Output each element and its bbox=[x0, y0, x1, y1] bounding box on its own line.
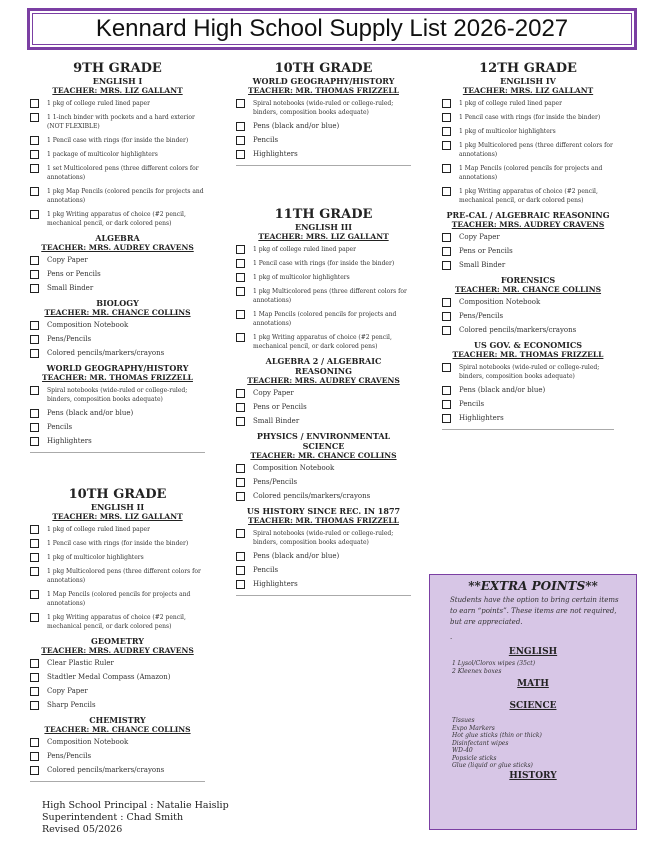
supply-item[interactable] bbox=[30, 187, 205, 205]
checkbox[interactable] bbox=[236, 287, 245, 296]
supply-item[interactable] bbox=[30, 673, 205, 682]
footer-revised: Revised 05/2026 bbox=[42, 824, 123, 835]
checkbox[interactable] bbox=[30, 613, 39, 622]
checkbox[interactable] bbox=[442, 363, 451, 372]
supply-item[interactable] bbox=[236, 478, 411, 487]
checkbox[interactable] bbox=[442, 127, 451, 136]
grade-heading: 9TH GRADE bbox=[73, 61, 162, 76]
supply-item-label: 1 Pencil case with rings (for inside the binder) bbox=[47, 540, 189, 547]
supply-item-label: Spiral notebooks (wide-ruled or college-ruled; binders, composition books adequate) bbox=[459, 364, 600, 380]
checkbox[interactable] bbox=[442, 247, 451, 256]
teacher-name: TEACHER: MR. THOMAS FRIZZELL bbox=[42, 373, 193, 382]
supply-item[interactable] bbox=[236, 136, 411, 145]
supply-item[interactable] bbox=[30, 99, 205, 108]
supply-item[interactable] bbox=[30, 687, 205, 696]
course-title: PRE-CAL / ALGEBRAIC REASONING bbox=[446, 210, 610, 220]
supply-item[interactable] bbox=[30, 335, 205, 344]
course-section bbox=[30, 76, 205, 228]
supply-item-label: 1 package of multicolor highlighters bbox=[47, 151, 158, 158]
course-section bbox=[236, 431, 411, 501]
teacher-name: TEACHER: MR. THOMAS FRIZZELL bbox=[452, 350, 604, 359]
supply-item[interactable] bbox=[236, 403, 411, 412]
supply-item-label: Highlighters bbox=[459, 414, 504, 422]
checkbox[interactable] bbox=[30, 386, 39, 395]
supply-item-label: Pens (black and/or blue) bbox=[253, 122, 340, 130]
supply-item-label: Composition Notebook bbox=[47, 738, 129, 746]
supply-item-label: Colored pencils/markers/crayons bbox=[47, 349, 165, 357]
extra-points-box bbox=[429, 574, 637, 830]
supply-item[interactable] bbox=[30, 659, 205, 668]
checkbox[interactable] bbox=[236, 333, 245, 342]
supply-item-label: 1 Map Pencils (colored pencils for projects and annotations) bbox=[47, 591, 191, 607]
extra-points-dot: . bbox=[450, 633, 453, 641]
supply-item-label: Clear Plastic Ruler bbox=[47, 659, 114, 667]
course-title: BIOLOGY bbox=[96, 298, 139, 308]
checkbox[interactable] bbox=[30, 136, 39, 145]
extra-english-item: 2 Kleenex boxes bbox=[452, 667, 502, 675]
supply-item-label: 1 pkg of college ruled lined paper bbox=[47, 526, 150, 533]
checkbox[interactable] bbox=[30, 766, 39, 775]
supply-item-label: Pens/Pencils bbox=[253, 478, 298, 486]
checkbox[interactable] bbox=[30, 659, 39, 668]
supply-item[interactable] bbox=[30, 256, 205, 265]
supply-item[interactable] bbox=[236, 417, 411, 426]
supply-item-label: 1 pkg Writing apparatus of choice (#2 pencil, mechanical pencil, or dark colored pens) bbox=[253, 334, 392, 350]
column-9th-grade bbox=[30, 62, 205, 459]
supply-item[interactable] bbox=[30, 136, 205, 145]
checkbox[interactable] bbox=[30, 567, 39, 576]
checkbox[interactable] bbox=[236, 310, 245, 319]
supply-item-label: 1 pkg of college ruled lined paper bbox=[253, 246, 356, 253]
supply-item-label: 1 pkg Writing apparatus of choice (#2 pencil, mechanical pencil, or dark colored pens) bbox=[459, 188, 598, 204]
supply-item-label: Small Binder bbox=[253, 417, 300, 425]
supply-item-label: 1 pkg of multicolor highlighters bbox=[253, 274, 350, 281]
teacher-name: TEACHER: MR. CHANCE COLLINS bbox=[454, 285, 602, 294]
supply-item-label: Copy Paper bbox=[47, 687, 88, 695]
teacher-name: TEACHER: MRS. AUDREY CRAVENS bbox=[41, 243, 194, 252]
checkbox[interactable] bbox=[30, 590, 39, 599]
checkbox[interactable] bbox=[30, 349, 39, 358]
supply-item[interactable] bbox=[236, 122, 411, 131]
supply-item-label: Pencils bbox=[253, 566, 279, 574]
supply-item[interactable] bbox=[30, 284, 205, 293]
checkbox[interactable] bbox=[30, 738, 39, 747]
checkbox[interactable] bbox=[236, 389, 245, 398]
supply-item-label: 1 pkg of multicolor highlighters bbox=[459, 128, 556, 135]
divider bbox=[236, 165, 411, 166]
supply-item[interactable] bbox=[442, 247, 614, 256]
extra-science-item: Disinfectant wipes bbox=[452, 739, 509, 747]
course-section bbox=[30, 502, 205, 631]
checkbox[interactable] bbox=[236, 464, 245, 473]
supply-item[interactable] bbox=[236, 552, 411, 561]
supply-item[interactable] bbox=[236, 566, 411, 575]
grade-heading: 12TH GRADE bbox=[479, 61, 577, 76]
checkbox[interactable] bbox=[236, 552, 245, 561]
column-10th-grade-left bbox=[30, 488, 205, 788]
supply-item[interactable] bbox=[30, 423, 205, 432]
supply-item-label: Colored pencils/markers/crayons bbox=[253, 492, 371, 500]
supply-item[interactable] bbox=[30, 164, 205, 182]
supply-item-label: 1 Map Pencils (colored pencils for projects and annotations) bbox=[459, 165, 603, 181]
teacher-name: TEACHER: MR. THOMAS FRIZZELL bbox=[248, 86, 399, 95]
supply-item[interactable] bbox=[442, 298, 614, 307]
supply-item[interactable] bbox=[442, 141, 614, 159]
course-section bbox=[442, 340, 614, 423]
checkbox[interactable] bbox=[236, 566, 245, 575]
checkbox[interactable] bbox=[30, 539, 39, 548]
supply-item[interactable] bbox=[30, 553, 205, 562]
course-section bbox=[236, 506, 411, 589]
course-section bbox=[442, 210, 614, 270]
supply-item[interactable] bbox=[30, 701, 205, 710]
supply-item-label: Pens (black and/or blue) bbox=[459, 386, 546, 394]
divider bbox=[442, 429, 614, 430]
supply-item[interactable] bbox=[236, 273, 411, 282]
footer-superintendent: Superintendent : Chad Smith bbox=[42, 812, 184, 823]
checkbox[interactable] bbox=[236, 529, 245, 538]
supply-item-label: Pens or Pencils bbox=[459, 247, 513, 255]
supply-item[interactable] bbox=[236, 150, 411, 159]
supply-item-label: Highlighters bbox=[253, 150, 298, 158]
divider bbox=[236, 595, 411, 596]
supply-item-label: Copy Paper bbox=[47, 256, 88, 264]
supply-item[interactable] bbox=[442, 113, 614, 122]
checkbox[interactable] bbox=[30, 687, 39, 696]
checkbox[interactable] bbox=[236, 478, 245, 487]
checkbox[interactable] bbox=[442, 164, 451, 173]
checkbox[interactable] bbox=[442, 99, 451, 108]
supply-item[interactable] bbox=[30, 349, 205, 358]
supply-item[interactable] bbox=[442, 363, 614, 381]
teacher-name: TEACHER: MRS. LIZ GALLANT bbox=[258, 232, 389, 241]
supply-item-label: Spiral notebooks (wide-ruled or college-ruled; binders, composition books adequate) bbox=[47, 387, 188, 403]
supply-item-label: 1 pkg Writing apparatus of choice (#2 pencil, mechanical pencil, or dark colored pens) bbox=[47, 614, 186, 630]
supply-item-label: Pens or Pencils bbox=[253, 403, 307, 411]
supply-item[interactable] bbox=[236, 287, 411, 305]
supply-item[interactable] bbox=[442, 127, 614, 136]
checkbox[interactable] bbox=[442, 261, 451, 270]
teacher-name: TEACHER: MRS. AUDREY CRAVENS bbox=[451, 220, 605, 229]
checkbox[interactable] bbox=[442, 141, 451, 150]
supply-item-label: 1 Pencil case with rings (for inside the binder) bbox=[253, 260, 395, 267]
extra-science-item: Tissues bbox=[452, 717, 475, 724]
checkbox[interactable] bbox=[30, 335, 39, 344]
supply-item[interactable] bbox=[30, 386, 205, 404]
supply-item[interactable] bbox=[30, 738, 205, 747]
extra-science-item: WD-40 bbox=[452, 747, 473, 754]
supply-item[interactable] bbox=[442, 233, 614, 242]
extra-science-item: Glue (liquid or glue sticks) bbox=[452, 762, 533, 769]
supply-item-label: Sharp Pencils bbox=[47, 701, 96, 709]
checkbox[interactable] bbox=[236, 417, 245, 426]
checkbox[interactable] bbox=[442, 414, 451, 423]
column-10th-grade-middle bbox=[236, 62, 411, 172]
supply-item-label: 1 pkg Multicolored pens (three different colors for annotations) bbox=[459, 142, 613, 158]
checkbox[interactable] bbox=[30, 423, 39, 432]
supply-item-label: 1 1-inch binder with pockets and a hard exterior (NOT FLEXIBLE) bbox=[47, 114, 195, 130]
checkbox[interactable] bbox=[442, 187, 451, 196]
course-title: WORLD GEOGRAPHY/HISTORY bbox=[46, 363, 189, 373]
supply-item-label: Spiral notebooks (wide-ruled or college-ruled; binders, composition books adequate) bbox=[253, 530, 394, 546]
supply-item-label: Composition Notebook bbox=[253, 464, 335, 472]
supply-item-label: Copy Paper bbox=[459, 233, 500, 241]
supply-item[interactable] bbox=[442, 414, 614, 423]
supply-item[interactable] bbox=[236, 389, 411, 398]
supply-item-label: Highlighters bbox=[47, 437, 92, 445]
supply-item[interactable] bbox=[442, 261, 614, 270]
teacher-name: TEACHER: MRS. AUDREY CRAVENS bbox=[247, 376, 400, 385]
supply-item-label: Spiral notebooks (wide-ruled or college-ruled; binders, composition books adequate) bbox=[253, 100, 394, 116]
course-title: ALGEBRA 2 / ALGEBRAIC REASONING bbox=[265, 356, 382, 376]
teacher-name: TEACHER: MRS. AUDREY CRAVENS bbox=[41, 646, 194, 655]
divider bbox=[30, 781, 205, 782]
course-title: ALGEBRA bbox=[95, 233, 140, 243]
course-title: US HISTORY SINCE REC. IN 1877 bbox=[246, 506, 401, 516]
supply-item[interactable] bbox=[442, 400, 614, 409]
course-title: ENGLISH IV bbox=[500, 76, 556, 86]
supply-item-label: Small Binder bbox=[47, 284, 94, 292]
supply-item-label: 1 set Multicolored pens (three different colors for annotations) bbox=[47, 165, 199, 181]
supply-item[interactable] bbox=[236, 245, 411, 254]
checkbox[interactable] bbox=[30, 270, 39, 279]
teacher-name: TEACHER: MR. CHANCE COLLINS bbox=[250, 451, 397, 460]
supply-item[interactable] bbox=[30, 150, 205, 159]
course-section bbox=[236, 356, 411, 426]
supply-item-label: Copy Paper bbox=[253, 389, 294, 397]
supply-item[interactable] bbox=[30, 525, 205, 534]
course-section bbox=[30, 298, 205, 358]
checkbox[interactable] bbox=[236, 122, 245, 131]
course-section bbox=[30, 636, 205, 710]
course-section bbox=[30, 715, 205, 775]
checkbox[interactable] bbox=[30, 752, 39, 761]
supply-item-label: Pencils bbox=[459, 400, 485, 408]
course-title: GEOMETRY bbox=[91, 636, 144, 646]
checkbox[interactable] bbox=[442, 312, 451, 321]
supply-item-label: 1 pkg of multicolor highlighters bbox=[47, 554, 144, 561]
supply-item-label: Composition Notebook bbox=[459, 298, 541, 306]
supply-item[interactable] bbox=[236, 464, 411, 473]
supply-item[interactable] bbox=[236, 529, 411, 547]
checkbox[interactable] bbox=[236, 403, 245, 412]
checkbox[interactable] bbox=[236, 273, 245, 282]
checkbox[interactable] bbox=[30, 701, 39, 710]
checkbox[interactable] bbox=[30, 284, 39, 293]
supply-item[interactable] bbox=[30, 113, 205, 131]
checkbox[interactable] bbox=[30, 150, 39, 159]
checkbox[interactable] bbox=[442, 386, 451, 395]
course-section bbox=[236, 76, 411, 159]
supply-item-label: Pens (black and/or blue) bbox=[47, 409, 134, 417]
page-title: Kennard High School Supply List 2026-2027 bbox=[95, 15, 569, 42]
supply-item[interactable] bbox=[30, 270, 205, 279]
checkbox[interactable] bbox=[442, 298, 451, 307]
supply-item-label: Colored pencils/markers/crayons bbox=[47, 766, 165, 774]
extra-english-heading: ENGLISH bbox=[508, 647, 558, 657]
checkbox[interactable] bbox=[442, 400, 451, 409]
checkbox[interactable] bbox=[442, 113, 451, 122]
supply-item[interactable] bbox=[236, 492, 411, 501]
course-title: US GOV. & ECONOMICS bbox=[473, 340, 583, 350]
checkbox[interactable] bbox=[236, 150, 245, 159]
supply-item[interactable] bbox=[442, 99, 614, 108]
supply-item[interactable] bbox=[30, 590, 205, 608]
extra-points-intro: Students have the option to bring certain items to earn “points”. These items are not required, but are appreciated. bbox=[450, 596, 619, 626]
course-title: PHYSICS / ENVIRONMENTAL SCIENCE bbox=[256, 431, 391, 451]
checkbox[interactable] bbox=[30, 673, 39, 682]
supply-item-label: Pens (black and/or blue) bbox=[253, 552, 340, 560]
teacher-name: TEACHER: MR. THOMAS FRIZZELL bbox=[248, 516, 399, 525]
extra-science-item: Expo Markers bbox=[452, 724, 495, 732]
supply-item[interactable] bbox=[30, 752, 205, 761]
footer bbox=[42, 800, 229, 836]
supply-item[interactable] bbox=[30, 321, 205, 330]
supply-item-label: Highlighters bbox=[253, 580, 298, 588]
supply-item-label: 1 pkg Map Pencils (colored pencils for projects and annotations) bbox=[47, 188, 204, 204]
column-12th-grade bbox=[442, 62, 614, 436]
checkbox[interactable] bbox=[30, 409, 39, 418]
supply-item[interactable] bbox=[236, 580, 411, 589]
extra-science-heading: SCIENCE bbox=[509, 701, 557, 711]
teacher-name: TEACHER: MRS. LIZ GALLANT bbox=[52, 512, 183, 521]
supply-item[interactable] bbox=[442, 312, 614, 321]
checkbox[interactable] bbox=[30, 99, 39, 108]
checkbox[interactable] bbox=[30, 553, 39, 562]
supply-item-label: 1 pkg of college ruled lined paper bbox=[47, 100, 150, 107]
supply-item-label: 1 pkg Multicolored pens (three different colors for annotations) bbox=[253, 288, 407, 304]
supply-item[interactable] bbox=[30, 613, 205, 631]
extra-math-heading: MATH bbox=[517, 679, 549, 689]
supply-item[interactable] bbox=[236, 99, 411, 117]
grade-heading: 11TH GRADE bbox=[274, 207, 373, 222]
teacher-name: TEACHER: MR. CHANCE COLLINS bbox=[44, 725, 191, 734]
title-banner bbox=[27, 8, 637, 50]
supply-item-label: 1 Pencil case with rings (for inside the binder) bbox=[47, 137, 189, 144]
checkbox[interactable] bbox=[30, 321, 39, 330]
checkbox[interactable] bbox=[442, 233, 451, 242]
supply-item[interactable] bbox=[442, 386, 614, 395]
supply-item[interactable] bbox=[442, 164, 614, 182]
supply-item[interactable] bbox=[30, 437, 205, 446]
supply-item[interactable] bbox=[236, 259, 411, 268]
divider bbox=[30, 452, 205, 453]
supply-item-label: 1 pkg of college ruled lined paper bbox=[459, 100, 562, 107]
supply-item[interactable] bbox=[236, 333, 411, 351]
extra-english-item: 1 Lysol/Clorox wipes (35ct) bbox=[452, 660, 536, 667]
checkbox[interactable] bbox=[30, 210, 39, 219]
supply-item-label: Small Binder bbox=[459, 261, 506, 269]
course-title: CHEMISTRY bbox=[89, 715, 146, 725]
checkbox[interactable] bbox=[30, 164, 39, 173]
extra-history-heading: HISTORY bbox=[509, 770, 557, 781]
supply-item-label: Pens/Pencils bbox=[459, 312, 504, 320]
checkbox[interactable] bbox=[30, 113, 39, 122]
supply-item-label: Stadtler Medal Compass (Amazon) bbox=[47, 673, 171, 681]
extra-science-item: Hot glue sticks (thin or thick) bbox=[452, 732, 542, 739]
checkbox[interactable] bbox=[236, 136, 245, 145]
supply-item[interactable] bbox=[236, 310, 411, 328]
checkbox[interactable] bbox=[236, 580, 245, 589]
course-section bbox=[442, 76, 614, 205]
supply-item-label: 1 pkg Writing apparatus of choice (#2 pencil, mechanical pencil, or dark colored pens) bbox=[47, 211, 186, 227]
supply-item-label: 1 Map Pencils (colored pencils for projects and annotations) bbox=[253, 311, 397, 327]
supply-item-label: Pencils bbox=[253, 136, 279, 144]
supply-item-label: 1 pkg Multicolored pens (three different colors for annotations) bbox=[47, 568, 201, 584]
checkbox[interactable] bbox=[236, 492, 245, 501]
checkbox[interactable] bbox=[236, 245, 245, 254]
course-title: ENGLISH II bbox=[90, 502, 145, 512]
course-title: FORENSICS bbox=[500, 275, 556, 285]
course-title: WORLD GEOGRAPHY/HISTORY bbox=[252, 76, 395, 86]
grade-heading: 10TH GRADE bbox=[68, 487, 167, 502]
checkbox[interactable] bbox=[236, 99, 245, 108]
checkbox[interactable] bbox=[236, 259, 245, 268]
supply-item-label: 1 Pencil case with rings (for inside the binder) bbox=[459, 114, 601, 121]
supply-item-label: Pens or Pencils bbox=[47, 270, 101, 278]
checkbox[interactable] bbox=[442, 326, 451, 335]
supply-item[interactable] bbox=[30, 766, 205, 775]
supply-item[interactable] bbox=[442, 187, 614, 205]
course-title: ENGLISH III bbox=[295, 222, 352, 232]
supply-item[interactable] bbox=[442, 326, 614, 335]
footer-principal: High School Principal : Natalie Haislip bbox=[42, 800, 229, 811]
course-section bbox=[30, 233, 205, 293]
extra-science-item: Popsicle sticks bbox=[452, 754, 497, 762]
supply-item-label: Pencils bbox=[47, 423, 73, 431]
checkbox[interactable] bbox=[30, 256, 39, 265]
teacher-name: TEACHER: MRS. LIZ GALLANT bbox=[52, 86, 183, 95]
extra-points-heading: **EXTRA POINTS** bbox=[468, 579, 598, 593]
teacher-name: TEACHER: MRS. LIZ GALLANT bbox=[462, 86, 594, 95]
supply-item-label: Pens/Pencils bbox=[47, 335, 92, 343]
course-section bbox=[30, 363, 205, 446]
supply-item[interactable] bbox=[30, 409, 205, 418]
checkbox[interactable] bbox=[30, 437, 39, 446]
checkbox[interactable] bbox=[30, 187, 39, 196]
supply-item[interactable] bbox=[30, 539, 205, 548]
column-11th-grade bbox=[236, 208, 411, 602]
course-section bbox=[236, 222, 411, 351]
supply-item-label: Colored pencils/markers/crayons bbox=[459, 326, 577, 334]
checkbox[interactable] bbox=[30, 525, 39, 534]
supply-item-label: Composition Notebook bbox=[47, 321, 129, 329]
course-title: ENGLISH I bbox=[92, 76, 143, 86]
supply-item[interactable] bbox=[30, 210, 205, 228]
course-section bbox=[442, 275, 614, 335]
supply-item-label: Pens/Pencils bbox=[47, 752, 92, 760]
grade-heading: 10TH GRADE bbox=[274, 61, 373, 76]
teacher-name: TEACHER: MR. CHANCE COLLINS bbox=[44, 308, 191, 317]
supply-item[interactable] bbox=[30, 567, 205, 585]
